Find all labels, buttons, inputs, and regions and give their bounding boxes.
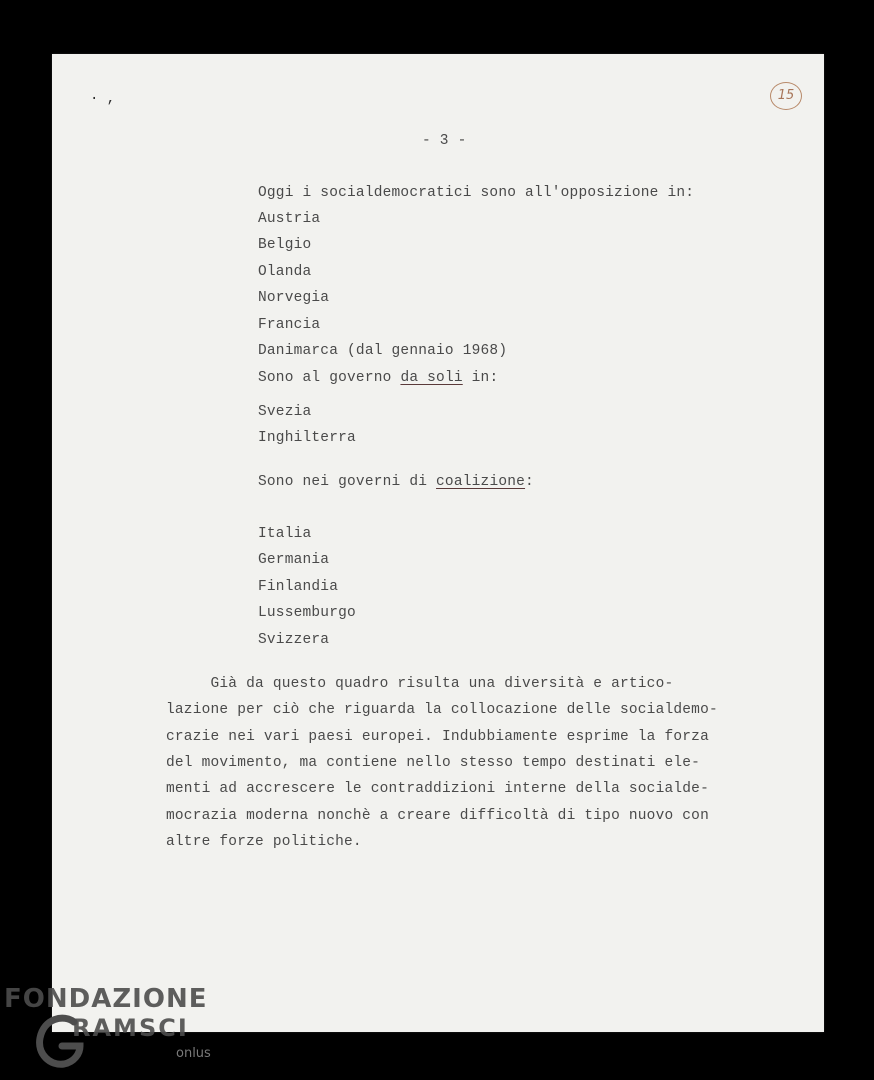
coalition-country: Finlandia <box>258 579 339 595</box>
watermark-gramsci: RAMSCI <box>72 1014 189 1042</box>
coalition-country: Germania <box>258 552 330 568</box>
coalition-country: Lussemburgo <box>258 605 356 621</box>
watermark-onlus: onlus <box>176 1046 211 1061</box>
page-number: - 3 - <box>422 133 467 149</box>
alone-heading-suffix: in: <box>462 370 499 386</box>
alone-heading-underlined: da soli <box>400 370 463 386</box>
alone-country: Inghilterra <box>258 430 356 446</box>
coalition-heading <box>258 472 534 492</box>
margin-marks: · , <box>90 91 116 107</box>
opposition-intro: Oggi i socialdemocratici sono all'opposizione in: <box>258 185 695 201</box>
alone-heading-prefix: Sono al governo <box>258 370 401 386</box>
paragraph-line: lazione per ciò che riguarda la collocazione delle socialdemo- <box>166 702 718 718</box>
alone-heading <box>258 368 498 388</box>
opposition-country: Danimarca (dal gennaio 1968) <box>258 343 508 359</box>
paragraph-line: del movimento, ma contiene nello stesso tempo destinati ele- <box>166 755 701 771</box>
paragraph-line: menti ad accrescere le contraddizioni interne della socialde- <box>166 781 709 797</box>
folio-number: 15 <box>770 82 802 110</box>
paragraph-line: crazie nei vari paesi europei. Indubbiamente esprime la forza <box>166 729 709 745</box>
alone-country: Svezia <box>258 404 312 420</box>
coalition-country: Italia <box>258 526 312 542</box>
paragraph-line: altre forze politiche. <box>166 834 362 850</box>
coalition-country: Svizzera <box>258 632 330 648</box>
coalition-heading-suffix: : <box>525 474 534 490</box>
opposition-country: Norvegia <box>258 290 330 306</box>
paragraph-line: Già da questo quadro risulta una diversità e artico- <box>166 676 674 692</box>
opposition-country: Olanda <box>258 264 312 280</box>
watermark-fondazione: FONDAZIONE <box>4 984 208 1014</box>
opposition-country: Belgio <box>258 237 312 253</box>
paragraph-line: mocrazia moderna nonchè a creare difficoltà di tipo nuovo con <box>166 808 709 824</box>
opposition-country: Austria <box>258 211 321 227</box>
opposition-country: Francia <box>258 317 321 333</box>
coalition-heading-prefix: Sono nei governi di <box>258 474 437 490</box>
coalition-heading-underlined: coalizione <box>436 474 526 490</box>
